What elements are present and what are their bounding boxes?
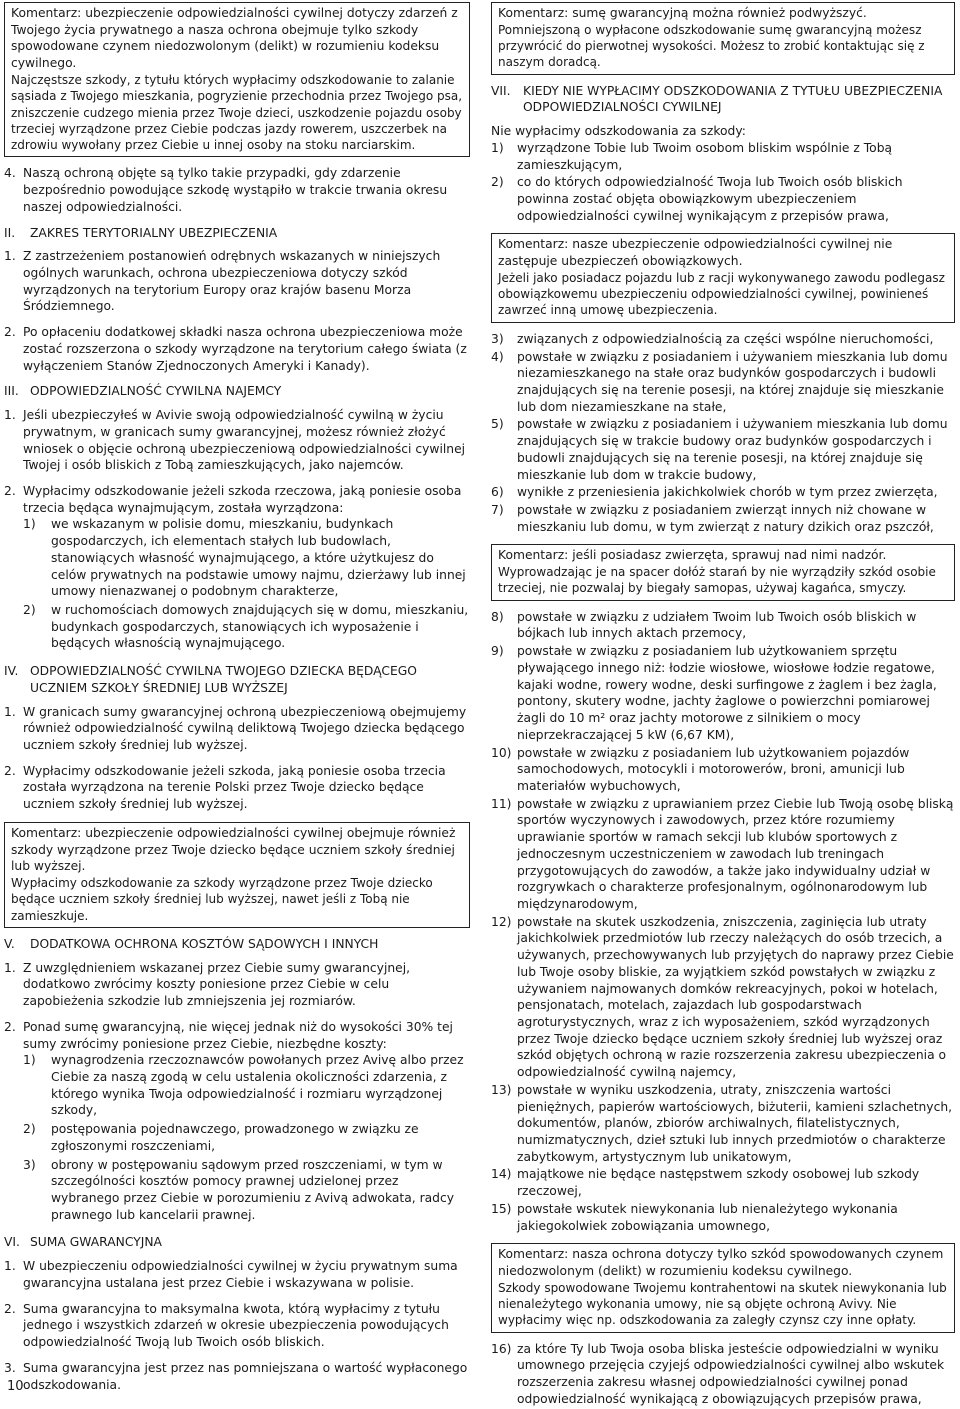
comment-title: Komentarz: ubezpieczenie odpowiedzialności cywilnej dotyczy zdarzeń z Twojego życia prywatnego a nasza ochrona obejmuje tylko szkody spowodowane czynem niedozwolonym (delikt) w rozumieniu kodeksu cywilnego.	[11, 6, 458, 71]
clause-iv-2	[4, 763, 470, 813]
clause-iv-1	[4, 704, 470, 754]
section-heading-v	[4, 936, 470, 953]
clause-vi-3	[4, 1360, 470, 1393]
clause-text: W granicach sumy gwarancyjnej ochroną ubezpieczeniową obejmujemy również odpowiedzialność cywilną deliktową Twojego dziecka będącego uczniem szkoły średniej lub wyższej.	[23, 704, 467, 752]
sub-item-number: 3)	[23, 1157, 36, 1172]
clause-number: 2.	[4, 325, 16, 340]
section-heading-ii	[4, 225, 470, 242]
exclusion-item	[491, 174, 955, 224]
exclusion-text: majątkowe nie będące następstwem szkody osobowej lub szkody rzeczowej,	[517, 1167, 920, 1199]
clause-number: 1.	[4, 408, 16, 423]
exclusion-item	[491, 745, 955, 795]
clause-text: Suma gwarancyjna jest przez nas pomniejszana o wartość wypłaconego odszkodowania.	[23, 1360, 468, 1392]
sub-item	[23, 1121, 470, 1154]
clause-text: Wypłacimy odszkodowanie jeżeli szkoda, jaką poniesie osoba trzecia została wyrządzona na terenie Polski przez Twoje dziecko będące uczniem szkoły średniej lub wyższej.	[23, 763, 446, 812]
exclusion-text: powstałe w związku z posiadaniem zwierząt innych niż chowane w mieszkaniu lub domu, w tym zwierząt z natury dzikich oraz pszczół,	[517, 502, 934, 534]
exclusion-item	[491, 140, 955, 173]
section-number: III.	[4, 384, 19, 399]
exclusion-item	[491, 914, 955, 1081]
sub-item-text: obrony w postępowaniu sądowym przed roszczeniami, w tym w szczególności kosztów pomocy prawnej udzielonej przez wybranego przez Ciebie w porozumieniu z Avivą adwokata, radcy prawnego lub kancelarii prawnej.	[51, 1157, 455, 1222]
comment-box-child-liability	[4, 822, 470, 928]
sub-item-number: 2)	[23, 1122, 36, 1137]
exclusion-text: powstałe w związku z posiadaniem i używaniem mieszkania lub domu znajdujących się w trakcie budowy oraz budynków gospodarczych i budowli znajdujących się na terenie posesji, na której znajduje się mieszkanie lub dom w trakcie budowy,	[517, 417, 948, 482]
section-heading-iii	[4, 383, 470, 400]
exclusion-text: związanych z odpowiedzialnością za części wspólne nieruchomości,	[517, 331, 934, 346]
exclusions-intro: Nie wypłacimy odszkodowania za szkody:	[491, 124, 746, 139]
exclusion-item	[491, 796, 955, 913]
exclusion-item	[491, 484, 955, 501]
clause-number: 1.	[4, 960, 16, 975]
exclusion-item	[491, 416, 955, 483]
exclusion-text: wynikłe z przeniesienia jakichkolwiek chorób w tym przez zwierzęta,	[517, 485, 938, 500]
clause-text: Wypłacimy odszkodowanie jeżeli szkoda rzeczowa, jaką poniesie osoba trzecia będąca wynajmującym, została wyrządzona:	[23, 483, 462, 515]
exclusion-number: 7)	[491, 502, 504, 517]
section-title: ZAKRES TERYTORIALNY UBEZPIECZENIA	[30, 225, 278, 240]
comment-body: Szkody spowodowane Twojemu kontrahentowi na skutek niewykonania lub nienależytego wykonania umowy, nie są objęte ochroną Avivy. Nie wypłacimy więc np. odszkodowania za zaległy czynsz czy inne opłaty.	[498, 1280, 947, 1328]
exclusion-number: 15)	[491, 1201, 512, 1216]
comment-title: Komentarz: sumę gwarancyjną można również podwyższyć.	[498, 6, 867, 20]
clause-number: 4.	[4, 166, 16, 181]
clause-v-1	[4, 960, 470, 1010]
exclusion-number: 16)	[491, 1341, 512, 1356]
exclusion-number: 13)	[491, 1082, 512, 1097]
exclusion-text: wyrządzone Tobie lub Twoim osobom bliskim wspólnie z Tobą zamieszkującym,	[517, 140, 893, 172]
exclusion-text: powstałe w związku z posiadaniem lub użytkowaniem pojazdów samochodowych, motocykli i motorowerów, broni, amunicji lub materiałów wybuchowych,	[517, 745, 910, 793]
exclusion-number: 12)	[491, 914, 512, 929]
sub-item	[23, 1157, 470, 1224]
section-title: SUMA GWARANCYJNA	[30, 1235, 162, 1250]
exclusion-text: powstałe wskutek niewykonania lub nienależytego wykonania jakiegokolwiek zobowiązania umownego,	[517, 1201, 898, 1233]
section-title: DODATKOWA OCHRONA KOSZTÓW SĄDOWYCH I INNYCH	[30, 936, 379, 951]
clause-text: Suma gwarancyjna to maksymalna kwota, którą wypłacimy z tytułu jednego i wszystkich zdarzeń w okresie ubezpieczenia powodujących odpowiedzialność Twoją lub Twoich osób bliskich.	[23, 1301, 449, 1350]
left-column	[4, 2, 470, 1402]
exclusion-number: 14)	[491, 1167, 512, 1182]
clause-text: Po opłaceniu dodatkowej składki nasza ochrona ubezpieczeniowa może zostać rozszerzona o szkody wyrządzone na terytorium całego świata (z wyłączeniem Stanów Zjednoczonych Ameryki i Kanady).	[23, 325, 467, 373]
clause-body	[23, 483, 470, 654]
comment-body: Pomniejszoną o wypłacone odszkodowanie sumę gwarancyjną możesz przywrócić do pierwotnej wysokości. Możesz to zrobić kontaktując się z naszym doradcą.	[498, 22, 925, 70]
section-number: V.	[4, 936, 15, 951]
clause-number: 1.	[4, 249, 16, 264]
section-heading-iv	[4, 663, 470, 696]
clause-text: W ubezpieczeniu odpowiedzialności cywilnej w życiu prywatnym suma gwarancyjna ustalana jest przez Ciebie i wskazywana w polisie.	[23, 1259, 458, 1290]
comment-title: Komentarz: jeśli posiadasz zwierzęta, sprawuj nad nimi nadzór.	[498, 548, 887, 563]
comment-title: Komentarz: ubezpieczenie odpowiedzialności cywilnej obejmuje również szkody wyrządzone przez Twoje dziecko będące uczniem szkoły średniej lub wyższej.	[11, 825, 456, 874]
clause-ii-1	[4, 248, 470, 315]
clause-number: 1.	[4, 1259, 16, 1274]
sub-item-number: 2)	[23, 602, 36, 617]
clause-body	[23, 1019, 470, 1226]
comment-box-personal-liability	[4, 2, 470, 157]
clause-text: Z zastrzeżeniem postanowień odrębnych wskazanych w niniejszych ogólnych warunkach, ochrona ubezpieczeniowa dotyczy szkód wyrządzonych na terytorium Europy oraz krajów basenu Morza Śródziemnego.	[23, 249, 441, 314]
exclusion-number: 8)	[491, 609, 504, 624]
clause-ii-2	[4, 324, 470, 374]
exclusion-item	[491, 1341, 955, 1408]
sub-item-text: postępowania pojednawczego, prowadzonego w związku ze zgłoszonymi roszczeniami,	[51, 1122, 419, 1153]
clause-number: 3.	[4, 1360, 16, 1375]
sub-item	[23, 602, 470, 652]
comment-title: Komentarz: nasze ubezpieczenie odpowiedzialności cywilnej nie zastępuje ubezpieczeń obowiązkowych.	[498, 237, 893, 269]
clause-number: 2.	[4, 1301, 16, 1316]
clause-text: Z uwzględnieniem wskazanej przez Ciebie sumy gwarancyjnej, dodatkowo zwrócimy koszty poniesione przez Ciebie w celu zapobieżenia szkodzie lub zmniejszenia jej rozmiarów.	[23, 960, 411, 1009]
exclusion-text: powstałe w związku z posiadaniem lub użytkowaniem sprzętu pływającego innego niż: łodzie wiosłowe, wiosłowe łodzie regatowe, kajaki wodne, rowery wodne, deski surfingowe z żaglem i bez żagla, pontony, skutery wodne, jachty żaglowe o powierzchni pomiarowej żagli do 10 m² oraz jachty motorowe z silnikiem o mocy nieprzekraczającej 5 kW (6,67 KM),	[517, 644, 937, 742]
sub-item	[23, 1052, 470, 1119]
section-heading-vii	[491, 83, 955, 116]
clause-vi-1	[4, 1258, 470, 1291]
comment-box-sum-increase	[491, 2, 955, 75]
exclusion-text: za które Ty lub Twoja osoba bliska jesteście odpowiedzialni w wyniku umownego przejęcia czyjejś odpowiedzialności cywilnej albo wskutek rozszerzenia zakresu własnej odpowiedzialności cywilnej ponad odpowiedzialność wynikającą z obowiązujących przepisów prawa,	[517, 1341, 945, 1406]
exclusion-item	[491, 349, 955, 416]
sub-item-text: we wskazanym w polisie domu, mieszkaniu, budynkach gospodarczych, ich elementach stałych lub budowlach, stanowiących własność wynajmującego, a które użytkujesz do celów prywatnych na podstawie umowy najmu, dzierżawy lub innej umowy nienazwanej o podobnym charakterze,	[51, 517, 466, 599]
exclusion-item	[491, 1166, 955, 1199]
clause-4	[4, 165, 470, 215]
section-title: ODPOWIEDZIALNOŚĆ CYWILNA TWOJEGO DZIECKA BĘDĄCEGO UCZNIEM SZKOŁY ŚREDNIEJ LUB WYŻSZEJ	[30, 664, 417, 695]
clause-text: Naszą ochroną objęte są tylko takie przypadki, gdy zdarzenie bezpośrednio powodujące szkodę wystąpiło w trakcie trwania okresu naszej odpowiedzialności.	[23, 166, 448, 214]
comment-body: Wyprowadzając je na spacer dołóż starań by nie wyrządziły szkód osobie trzeciej, nie pozwalaj by biegały samopas, używaj kagańca, smyczy.	[498, 565, 936, 596]
exclusion-text: powstałe w związku z posiadaniem i używaniem mieszkania lub domu niezamieszkanego na stałe oraz budynków gospodarczych i budowli znajdujących się na terenie posesji, na której znajduje się mieszkanie lub dom niezamieszkane na stałe,	[517, 349, 948, 414]
section-number: II.	[4, 225, 16, 240]
exclusion-text: co do których odpowiedzialność Twoja lub Twoich osób bliskich powinna zostać objęta obowiązkowym ubezpieczeniem odpowiedzialności cywilnej wynikającym z przepisów prawa,	[517, 175, 903, 223]
section-number: IV.	[4, 664, 19, 679]
page-number: 10	[7, 1379, 24, 1394]
exclusion-item	[491, 643, 955, 743]
comment-box-animals	[491, 544, 955, 600]
comment-body: Jeżeli jako posiadacz pojazdu lub z racji wykonywanego zawodu podlegasz obowiązkowemu ubezpieczeniu odpowiedzialności cywilnej, powinieneś zawrzeć inną umowę ubezpieczenia.	[498, 270, 945, 318]
exclusion-number: 4)	[491, 349, 504, 364]
section-heading-vi	[4, 1234, 470, 1251]
right-column	[491, 2, 955, 1409]
exclusion-number: 10)	[491, 745, 512, 760]
clause-iii-1	[4, 407, 470, 474]
exclusion-number: 2)	[491, 175, 504, 190]
exclusion-text: powstałe w związku z uprawianiem przez Ciebie lub Twoją osobę bliską sportów wyczynowych i zawodowych, przez które rozumiemy uprawianie sportów w ramach sekcji lub klubów sportowych z jednoczesnym uczestniczeniem w zawodach lub treningach przygotowujących do zawodów, a także jako indywidualny udział w rozgrywkach o charakterze profesjonalnym, ogólnonarodowym lub międzynarodowym,	[517, 796, 954, 911]
section-number: VI.	[4, 1235, 20, 1250]
clause-vi-2	[4, 1301, 470, 1351]
exclusion-item	[491, 1201, 955, 1234]
exclusion-text: powstałe w wyniku uszkodzenia, utraty, zniszczenia wartości pieniężnych, papierów wartościowych, biżuterii, kamieni szlachetnych, dokumentów, planów, zbiorów archiwalnych, filatelistycznych, numizmatycznych, dzieł sztuki lub innych przedmiotów o charakterze zabytkowym, artystycznym lub unikatowym,	[517, 1082, 953, 1164]
clause-number: 2.	[4, 483, 16, 498]
exclusion-number: 1)	[491, 140, 504, 155]
exclusion-item	[491, 609, 955, 642]
clause-number: 1.	[4, 704, 16, 719]
section-number: VII.	[491, 83, 511, 98]
comment-box-mandatory-insurance	[491, 233, 955, 322]
sub-item-number: 1)	[23, 1053, 36, 1068]
comment-title: Komentarz: nasza ochrona dotyczy tylko szkód spowodowanych czynem niedozwolonym (delikt) w rozumieniu kodeksu cywilnego.	[498, 1247, 944, 1279]
sub-item-text: wynagrodzenia rzeczoznawców powołanych przez Avivę albo przez Ciebie za naszą zgodą w celu ustalenia okoliczności zdarzenia, z którego wynika Twoja odpowiedzialność i rozmiaru wyrządzonej szkody,	[51, 1053, 464, 1118]
exclusion-number: 5)	[491, 417, 504, 432]
exclusion-number: 3)	[491, 331, 504, 346]
section-title: ODPOWIEDZIALNOŚĆ CYWILNA NAJEMCY	[30, 384, 282, 399]
comment-body: Najczęstsze szkody, z tytułu których wypłacimy odszkodowanie to zalanie sąsiada z Twojego mieszkania, pogryzienie przechodnia przez Twojego psa, zniszczenie cudzego mienia przez Twoje dzieci, uszkodzenie pojazdu osoby trzeciej wyrządzone przez Ciebie podczas jazdy rowerem, uszczerbek na zdrowiu wywołany przez Ciebie u innej osoby na stoku narciarskim.	[11, 72, 463, 153]
exclusion-number: 11)	[491, 796, 512, 811]
clause-text: Jeśli ubezpieczyłeś w Avivie swoją odpowiedzialność cywilną w życiu prywatnym, w granicach sumy gwarancyjnej, możesz również złożyć wniosek o objęcie ochroną ubezpieczeniową odpowiedzialności cywilnej Twojej i osób bliskich z Tobą zamieszkujących, jako najemców.	[23, 408, 466, 473]
clause-number: 2.	[4, 1019, 16, 1034]
exclusion-number: 9)	[491, 644, 504, 659]
comment-box-tort-only	[491, 1243, 955, 1332]
sub-item-number: 1)	[23, 517, 36, 532]
exclusion-item	[491, 1082, 955, 1166]
section-title: KIEDY NIE WYPŁACIMY ODSZKODOWANIA Z TYTUŁU UBEZPIECZENIA ODPOWIEDZIALNOŚCI CYWILNEJ	[523, 83, 943, 115]
sub-item	[23, 516, 470, 600]
exclusion-item	[491, 502, 955, 535]
comment-body: Wypłacimy odszkodowanie za szkody wyrządzone przez Twoje dziecko będące uczniem szkoły średniej lub wyższej, nawet jeśli z Tobą nie zamieszkuje.	[11, 876, 433, 923]
clause-iii-2	[4, 483, 470, 654]
exclusion-item	[491, 331, 955, 348]
clause-v-2	[4, 1019, 470, 1226]
exclusion-text: powstałe w związku z udziałem Twoim lub Twoich osób bliskich w bójkach lub innych aktach przemocy,	[517, 609, 917, 641]
sub-item-text: w ruchomościach domowych znajdujących się w domu, mieszkaniu, budynkach gospodarczych, stanowiących ich wyposażenie i będących własnością wynajmującego.	[51, 602, 469, 651]
clause-number: 2.	[4, 763, 16, 778]
clause-text: Ponad sumę gwarancyjną, nie więcej jednak niż do wysokości 30% tej sumy zwrócimy poniesione przez Ciebie, niezbędne koszty:	[23, 1019, 453, 1051]
exclusion-number: 6)	[491, 485, 504, 500]
exclusion-text: powstałe na skutek uszkodzenia, zniszczenia, zaginięcia lub utraty jakichkolwiek przedmiotów lub rzeczy należących do osób trzecich, a używanych, przechowywanych lub przyjętych do naprawy przez Ciebie lub Twoje osoby bliskie, za wyjątkiem szkód powstałych w związku z używaniem najmowanych domków rekreacyjnych, pokoi w hotelach, pensjonatach, motelach, zajazdach lub gospodarstwach agroturystycznych, wraz z ich wyposażeniem, szkód wyrządzonych przez Twoje dziecko będące uczniem szkoły średniej lub wyższej oraz szkód objętych ochroną w razie rozszerzenia zakresu ubezpieczenia o odpowiedzialność cywilną najemcy,	[517, 914, 954, 1080]
